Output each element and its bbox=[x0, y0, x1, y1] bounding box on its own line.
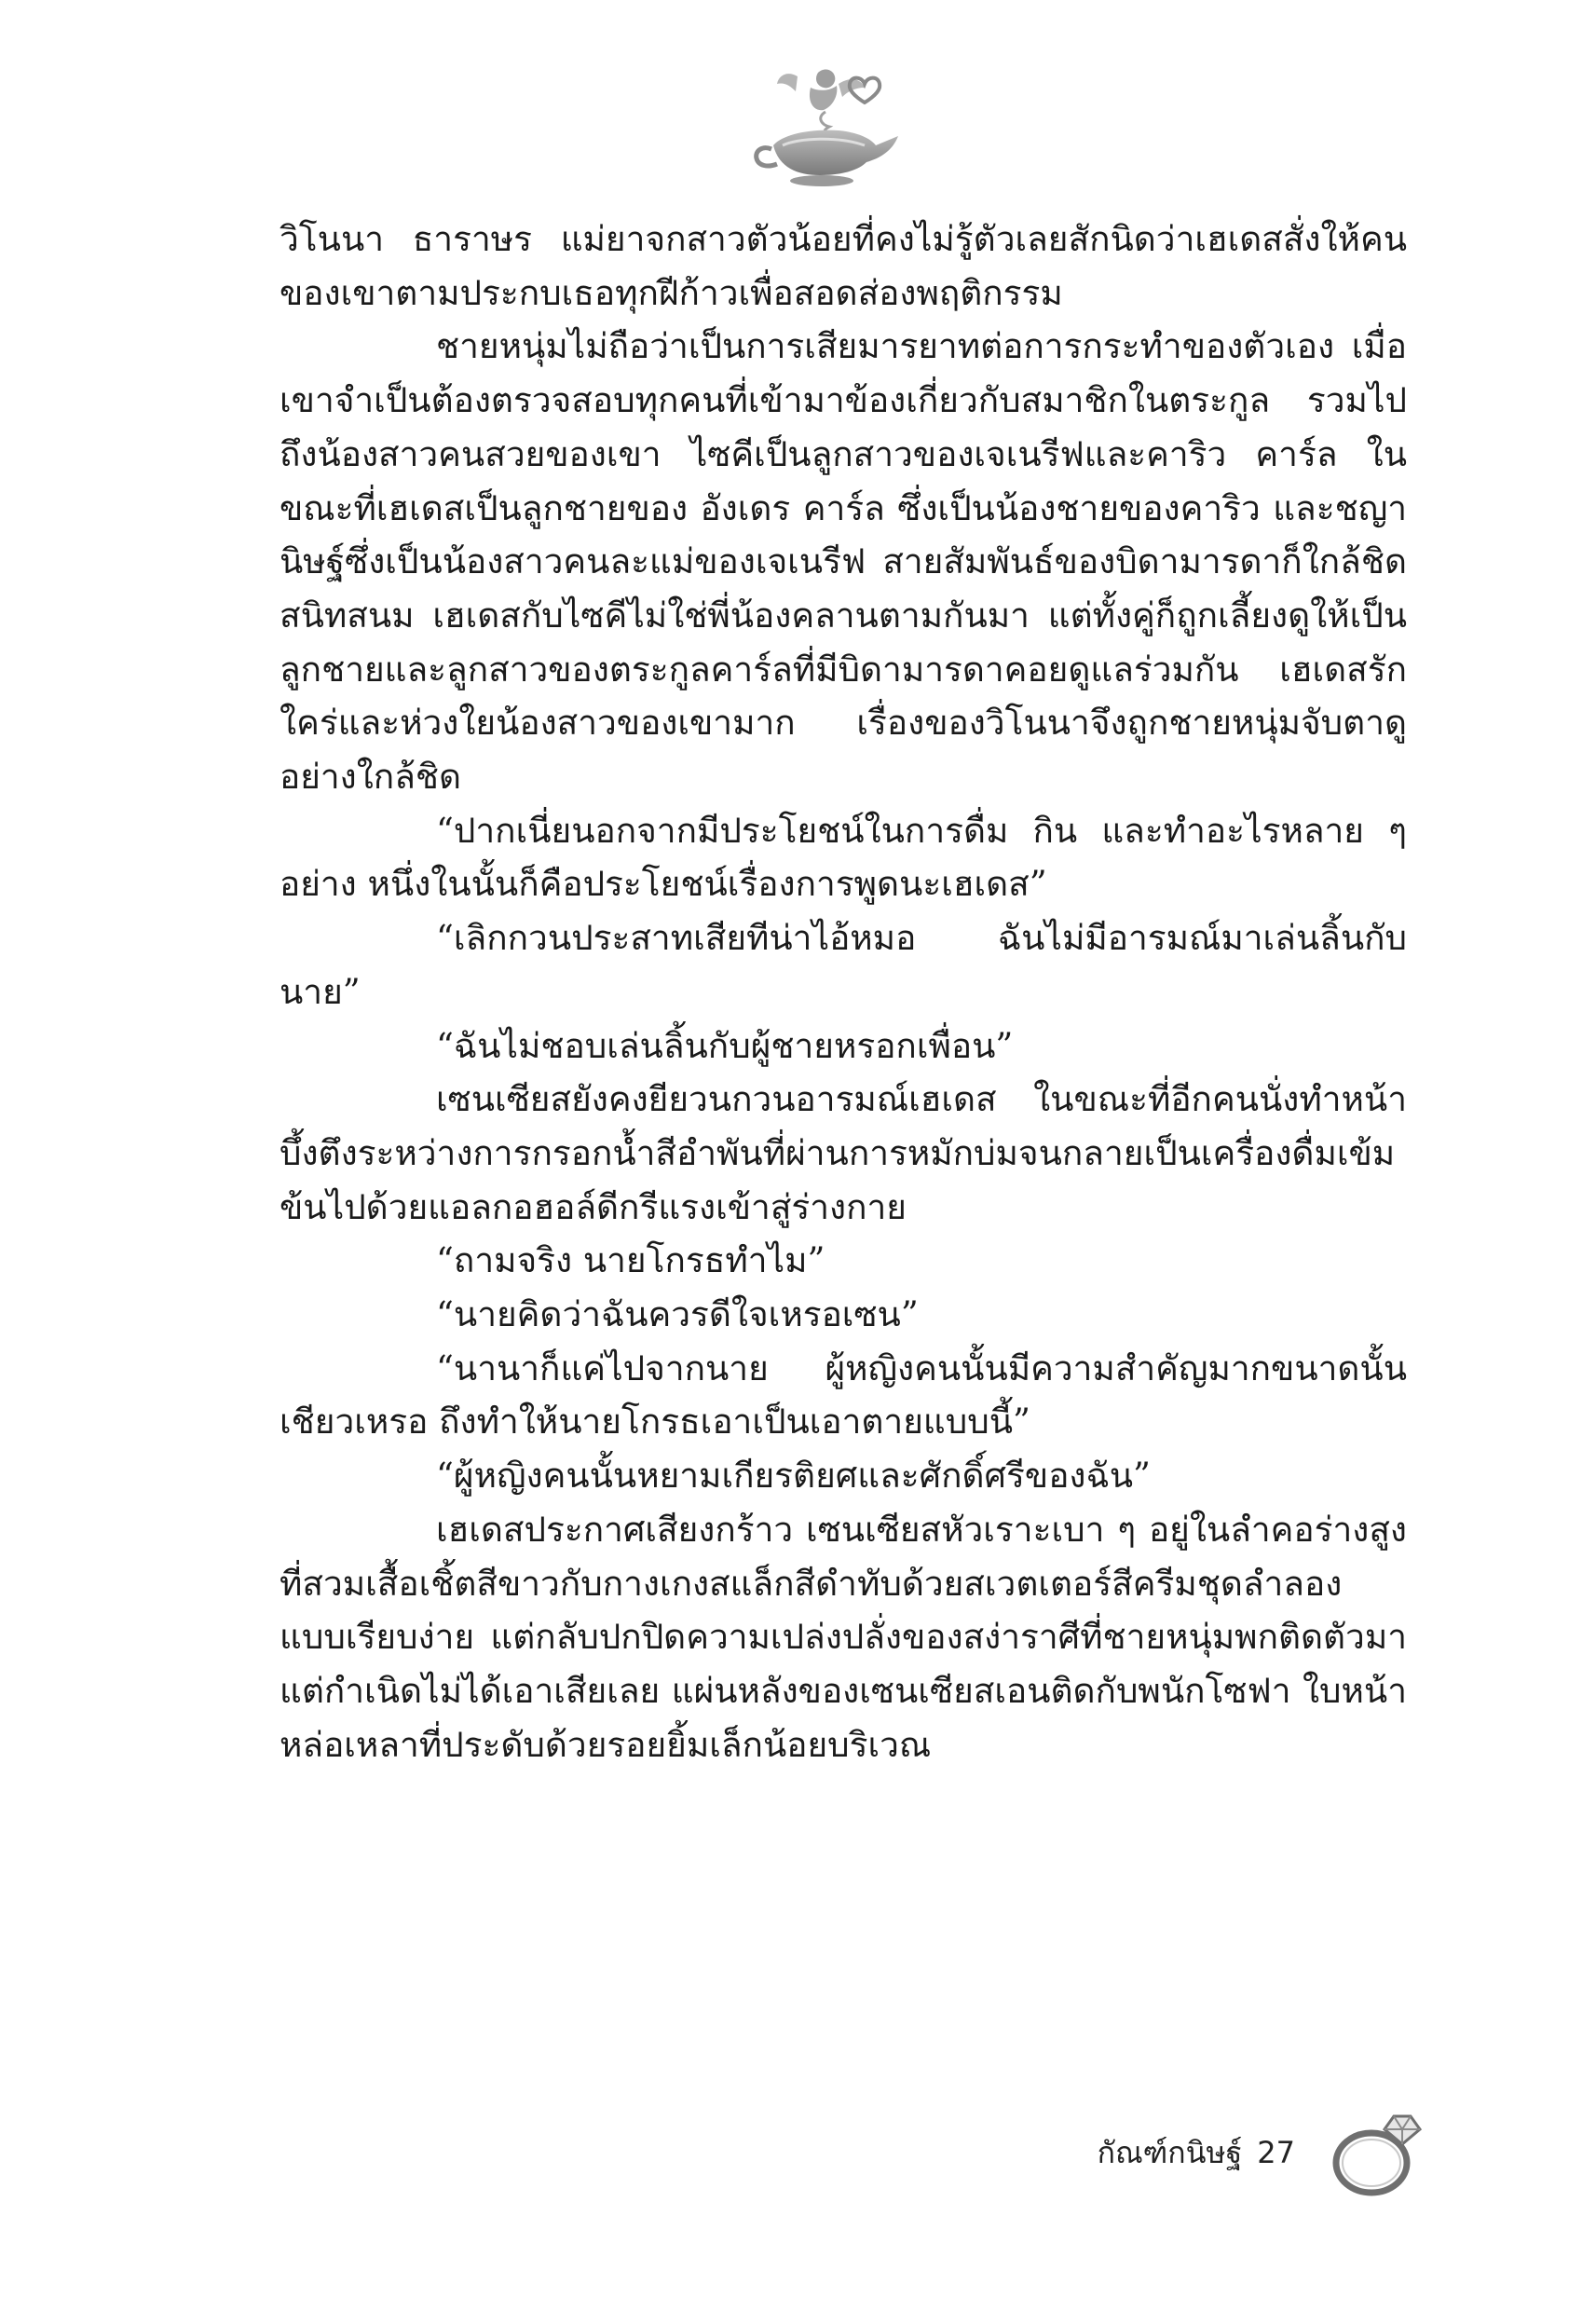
paragraph-11: เฮเดสประกาศเสียงกร้าว เซนเซียสหัวเราะเบา ๆ อยู่ในลำคอร่างสูงที่สวมเสื้อเชิ้ตสีขาวกับกางเกงสแล็กสีดำทับด้วยสเวตเตอร์สีครีมชุดลำลองแบบเรียบง่าย แต่กลับปกปิดความเปล่งปลั่งของสง่าราศีที่ชายหนุ่มพกติดตัวมาแต่กำเนิดไม่ได้เอาเสียเลย แผ่นหลังของเซนเซียสเอนติดกับพนักโซฟา ใบหน้าหล่อเหลาที่ประดับด้วยรอยยิ้มเล็กน้อยบริเวณ bbox=[280, 1509, 1407, 1765]
paragraph-6: เซนเซียสยังคงยียวนกวนอารมณ์เฮเดส ในขณะที่อีกคนนั่งทำหน้าบึ้งตึงระหว่างการกรอกน้ำสีอำพันที่ผ่านการหมักบ่มจนกลายเป็นเครื่องดื่มเข้มข้นไปด้วยแอลกอฮอล์ดีกรีแรงเข้าสู่ร่างกาย bbox=[280, 1079, 1407, 1227]
paragraph-3: “ปากเนี่ยนอกจากมีประโยชน์ในการดื่ม กิน และทำอะไรหลาย ๆ อย่าง หนึ่งในนั้นก็คือประโยชน์เรื่องการพูดนะเฮเดส” bbox=[280, 810, 1407, 905]
paragraph-9: “นานาก็แค่ไปจากนาย ผู้หญิงคนนั้นมีความสำคัญมากขนาดนั้นเชียวเหรอ ถึงทำให้นายโกรธเอาเป็นเอาตายแบบนี้” bbox=[280, 1347, 1407, 1443]
book-title: กัณฑ์กนิษฐ์ bbox=[1097, 2135, 1243, 2170]
genie-lamp-with-cupid-icon bbox=[745, 56, 913, 196]
paragraph-4: “เลิกกวนประสาทเสียทีน่าไอ้หมอ ฉันไม่มีอารมณ์มาเล่นลิ้นกับนาย” bbox=[280, 918, 1407, 1012]
page-footer bbox=[1099, 2101, 1435, 2204]
paragraph-1: วิโนนา ธาราษร แม่ยาจกสาวตัวน้อยที่คงไม่รู้ตัวเลยสักนิดว่าเฮเดสสั่งให้คนของเขาตามประกบเธอทุกฝีก้าวเพื่อสอดส่องพฤติกรรม bbox=[280, 219, 1407, 313]
running-footer bbox=[1098, 2129, 1295, 2177]
paragraph-8: “นายคิดว่าฉันควรดีใจเหรอเซน” bbox=[436, 1294, 919, 1335]
paragraph-7: “ถามจริง นายโกรธทำไม” bbox=[436, 1240, 825, 1281]
paragraph-5: “ฉันไม่ชอบเล่นลิ้นกับผู้ชายหรอกเพื่อน” bbox=[436, 1025, 1014, 1066]
paragraph-10: “ผู้หญิงคนนั้นหยามเกียรติยศและศักดิ์ศรีของฉัน” bbox=[436, 1456, 1151, 1497]
page-number: 27 bbox=[1257, 2135, 1295, 2170]
diamond-ring-icon bbox=[1323, 2101, 1435, 2204]
paragraph-2: ชายหนุ่มไม่ถือว่าเป็นการเสียมารยาทต่อการกระทำของตัวเอง เมื่อเขาจำเป็นต้องตรวจสอบทุกคนที่เข้ามาข้องเกี่ยวกับสมาชิกในตระกูล รวมไปถึงน้องสาวคนสวยของเขา ไซคีเป็นลูกสาวของเจเนรีฟและคาริว คาร์ล ในขณะที่เฮเดสเป็นลูกชายของ อังเดร คาร์ล ซึ่งเป็นน้องชายของคาริว และชญานิษฐ์ซึ่งเป็นน้องสาวคนละแม่ของเจเนรีฟ สายสัมพันธ์ของบิดามารดาก็ใกล้ชิดสนิทสนม เฮเดสกับไซคีไม่ใช่พี่น้องคลานตามกันมา แต่ทั้งคู่ก็ถูกเลี้ยงดูให้เป็นลูกชายและลูกสาวของตระกูลคาร์ลที่มีบิดามารดาคอยดูแลร่วมกัน เฮเดสรักใคร่และห่วงใยน้องสาวของเขามาก เรื่องของวิโนนาจึงถูกชายหนุ่มจับตาดูอย่างใกล้ชิด bbox=[280, 326, 1407, 798]
body-text bbox=[280, 212, 1407, 1771]
